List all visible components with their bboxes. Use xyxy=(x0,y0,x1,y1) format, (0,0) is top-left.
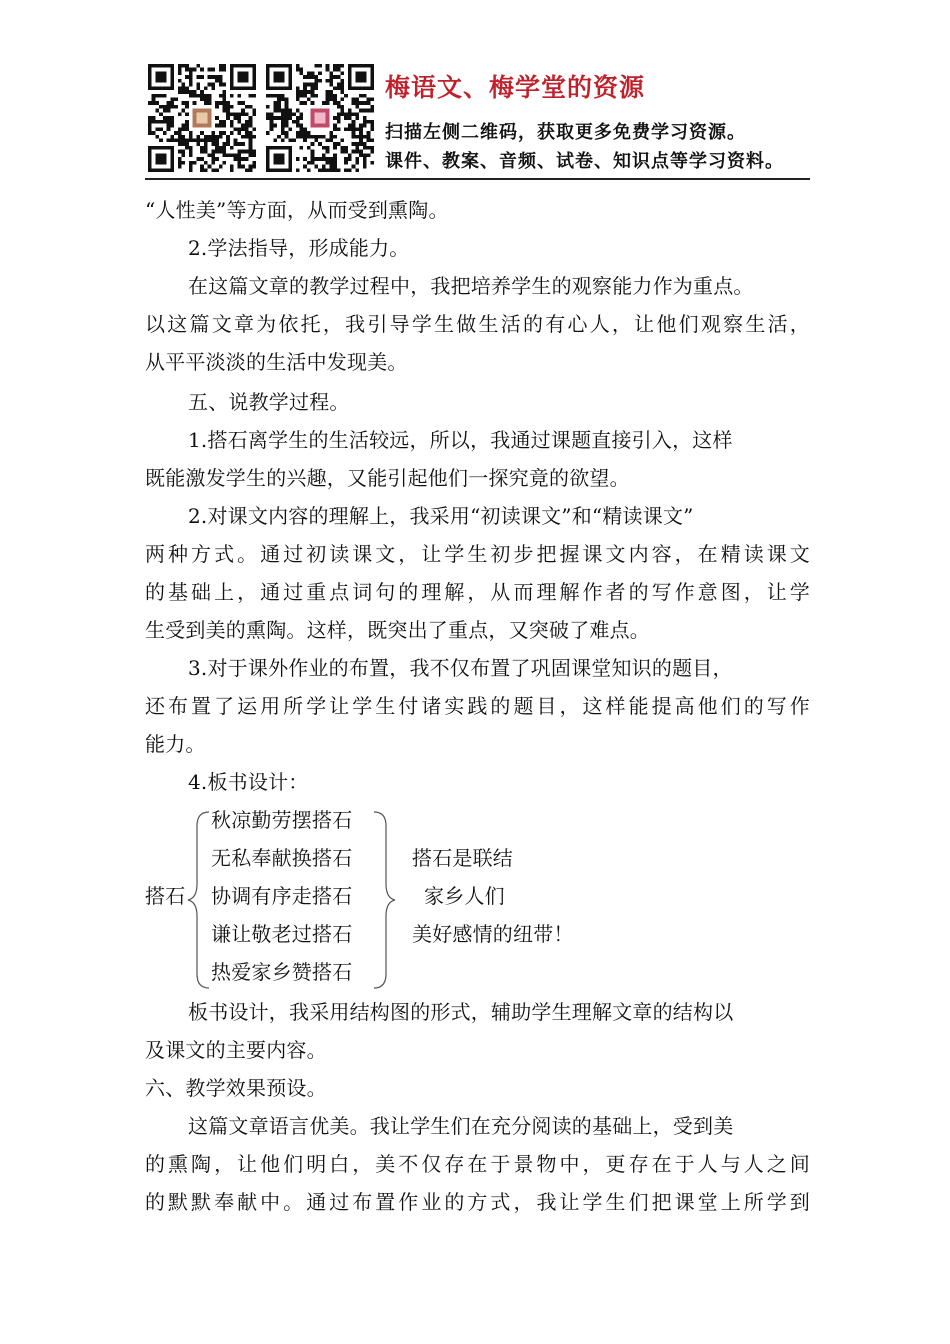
board-root: 搭石 xyxy=(145,884,186,908)
board-item: 秋凉勤劳摆搭石 xyxy=(211,808,353,832)
text-line: 以这篇文章为依托，我引导学生做生活的有心人，让他们观察生活， xyxy=(145,312,810,336)
board-item: 谦让敬老过搭石 xyxy=(211,922,353,946)
header-divider xyxy=(145,178,810,180)
section-heading: 六、教学效果预设。 xyxy=(145,1076,327,1100)
text-line: 能力。 xyxy=(145,732,206,756)
text-line: 3.对于课外作业的布置，我不仅布置了巩固课堂知识的题目， xyxy=(188,656,733,680)
text-line: 2.对课文内容的理解上，我采用“初读课文”和“精读课文” xyxy=(188,504,694,528)
text-line: 2.学法指导，形成能力。 xyxy=(188,236,410,260)
text-line: 从平平淡淡的生活中发现美。 xyxy=(145,350,408,374)
board-item: 无私奉献换搭石 xyxy=(211,846,353,870)
text-line: 在这篇文章的教学过程中，我把培养学生的观察能力作为重点。 xyxy=(188,274,754,298)
board-summary: 美好感情的纽带！ xyxy=(412,922,574,946)
text-line: 板书设计，我采用结构图的形式，辅助学生理解文章的结构以 xyxy=(188,1000,734,1024)
text-line: 的熏陶，让他们明白，美不仅存在于景物中，更存在于人与人之间 xyxy=(145,1152,810,1176)
text-line: 4.板书设计： xyxy=(188,770,309,794)
brand-tagline: 扫描左侧二维码，获取更多免费学习资源。 xyxy=(385,122,746,143)
section-heading: 五、说教学过程。 xyxy=(188,390,350,414)
qr-code-icon[interactable] xyxy=(266,64,374,172)
text-line: 的基础上，通过重点词句的理解，从而理解作者的写作意图，让学 xyxy=(145,580,810,604)
board-item: 热爱家乡赞搭石 xyxy=(211,960,353,984)
text-line: 及课文的主要内容。 xyxy=(145,1038,327,1062)
qr-code-icon[interactable] xyxy=(148,64,256,172)
board-summary: 家乡人们 xyxy=(424,884,505,908)
left-brace xyxy=(185,810,211,990)
text-line: 1.搭石离学生的生活较远，所以，我通过课题直接引入，这样 xyxy=(188,428,733,452)
right-brace xyxy=(372,810,398,990)
text-line: 这篇文章语言优美。我让学生们在充分阅读的基础上，受到美 xyxy=(188,1114,734,1138)
text-line: 既能激发学生的兴趣，又能引起他们一探究竟的欲望。 xyxy=(145,466,630,490)
text-line: 两种方式。通过初读课文，让学生初步把握课文内容，在精读课文 xyxy=(145,542,810,566)
board-item: 协调有序走搭石 xyxy=(211,884,353,908)
brand-resources: 课件、教案、音频、试卷、知识点等学习资料。 xyxy=(385,151,784,172)
text-line: 还布置了运用所学让学生付诸实践的题目，这样能提高他们的写作 xyxy=(145,694,810,718)
text-line: “人性美”等方面，从而受到熏陶。 xyxy=(145,198,449,222)
brand-title: 梅语文、梅学堂的资源 xyxy=(385,73,646,102)
text-line: 生受到美的熏陶。这样，既突出了重点，又突破了难点。 xyxy=(145,618,650,642)
board-summary: 搭石是联结 xyxy=(412,846,513,870)
text-line: 的默默奉献中。通过布置作业的方式，我让学生们把课堂上所学到 xyxy=(145,1190,810,1214)
header-banner xyxy=(145,62,810,177)
